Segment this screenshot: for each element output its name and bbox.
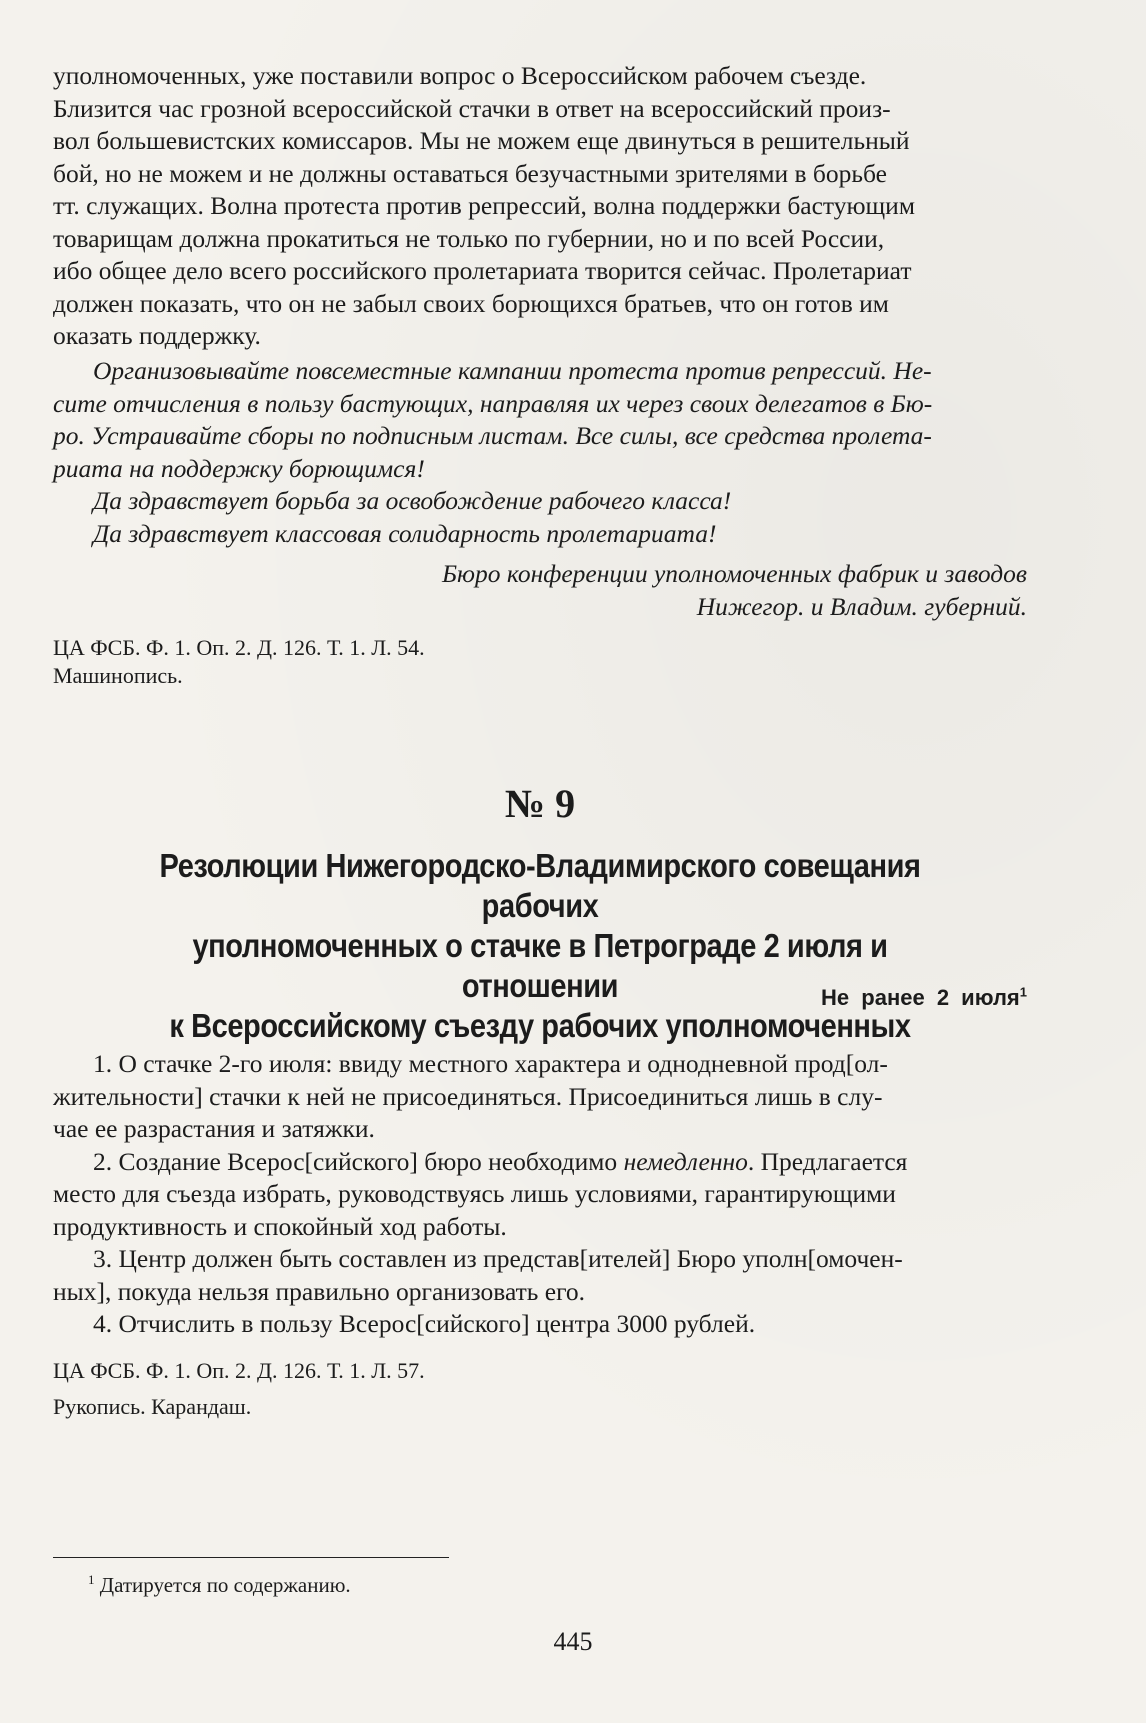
text-line: вол большевистских комиссаров. Мы не можем еще двинуться в решительный bbox=[53, 126, 910, 155]
text-line: Близится час грозной всероссийской стачки в ответ на всероссийский произ- bbox=[53, 93, 891, 123]
title-line: Резолюции Нижегородско-Владимирского совещания рабочих bbox=[159, 847, 921, 924]
top-paragraph bbox=[53, 60, 1027, 353]
text-line: уполномоченных, уже поставили вопрос о Всероссийском рабочем съезде. bbox=[53, 61, 867, 90]
archive-reference: ЦА ФСБ. Ф. 1. Оп. 2. Д. 126. Т. 1. Л. 57. bbox=[53, 1358, 425, 1383]
footnote-divider bbox=[53, 1557, 449, 1558]
resolution-line: жительности] стачки к ней не присоединяться. Присоединиться лишь в слу- bbox=[53, 1081, 883, 1111]
date-text: Не ранее 2 июля bbox=[821, 985, 1020, 1010]
document-type: Машинопись. bbox=[53, 663, 183, 688]
archive-reference: ЦА ФСБ. Ф. 1. Оп. 2. Д. 126. Т. 1. Л. 54. bbox=[53, 635, 425, 660]
resolution-line: 1. О стачке 2-го июля: ввиду местного характера и однодневной прод[ол- bbox=[93, 1049, 888, 1078]
resolution-line: место для съезда избрать, руководствуясь лишь условиями, гарантирующими bbox=[53, 1179, 896, 1208]
appeal-line: ро. Устраивайте сборы по подписным листам. Все силы, все средства пролета- bbox=[53, 421, 932, 450]
resolution-text: . Предлагается bbox=[747, 1146, 908, 1176]
resolution-line: 4. Отчислить в пользу Всерос[сийского] центра 3000 рублей. bbox=[93, 1309, 756, 1338]
resolutions bbox=[53, 1048, 1027, 1341]
appeal-line: риата на поддержку борющимся! bbox=[53, 453, 425, 483]
source-note-2 bbox=[53, 1353, 1027, 1425]
resolution-line: ных], покуда нельзя правильно организовать его. bbox=[53, 1276, 586, 1306]
footnote-mark: 1 bbox=[88, 1572, 95, 1587]
resolution-line: чае ее разрастания и затяжки. bbox=[53, 1114, 375, 1143]
appeal-block bbox=[53, 355, 1027, 623]
footnote-ref: 1 bbox=[1019, 984, 1027, 1000]
document-number: № 9 bbox=[504, 781, 576, 826]
signature: Бюро конференции уполномоченных фабрик и заводов bbox=[441, 559, 1027, 588]
text-line: ибо общее дело всего российского пролетариата творится сейчас. Пролетариат bbox=[53, 256, 912, 285]
footnote bbox=[88, 1572, 351, 1598]
text-line: должен показать, что он не забыл своих борющихся братьев, что он готов им bbox=[53, 288, 889, 318]
resolution-line: продуктивность и спокойный ход работы. bbox=[53, 1211, 507, 1241]
slogan: Да здравствует борьба за освобождение рабочего класса! bbox=[93, 486, 732, 515]
slogan: Да здравствует классовая солидарность пролетариата! bbox=[93, 518, 717, 548]
emphasis-text: немедленно bbox=[623, 1146, 748, 1176]
text-line: тт. служащих. Волна протеста против репрессий, волна поддержки бастующим bbox=[53, 191, 915, 220]
resolution-text: 2. Создание Всерос[сийского] бюро необходимо bbox=[93, 1146, 624, 1176]
text-line: товарищам должна прокатиться не только по губернии, но и по всей России, bbox=[53, 223, 885, 253]
text-line: бой, но не можем и не должны оставаться безучастными зрителями в борьбе bbox=[53, 158, 887, 188]
document-number-block bbox=[53, 780, 1027, 827]
title-line: уполномоченных о стачке в Петрограде 2 июля и отношении bbox=[192, 927, 888, 1004]
signature: Нижегор. и Владим. губерний. bbox=[696, 591, 1027, 621]
appeal-line: Организовывайте повсеместные кампании протеста против репрессий. Не- bbox=[93, 356, 932, 385]
footnote-text: Датируется по содержанию. bbox=[99, 1573, 351, 1597]
document-title bbox=[53, 846, 1027, 1046]
resolution-item-2 bbox=[53, 1146, 1027, 1179]
document-date bbox=[53, 985, 1027, 1011]
title-line: к Всероссийскому съезду рабочих уполномоченных bbox=[169, 1007, 911, 1044]
resolution-line: 3. Центр должен быть составлен из представ[ителей] Бюро уполн[омочен- bbox=[93, 1244, 903, 1273]
appeal-line: сите отчисления в пользу бастующих, направляя их через своих делегатов в Бю- bbox=[53, 388, 933, 418]
text-line: оказать поддержку. bbox=[53, 321, 261, 350]
page-number: 445 bbox=[553, 1627, 593, 1656]
source-note-1 bbox=[53, 634, 1027, 690]
document-type: Рукопись. Карандаш. bbox=[53, 1394, 252, 1419]
